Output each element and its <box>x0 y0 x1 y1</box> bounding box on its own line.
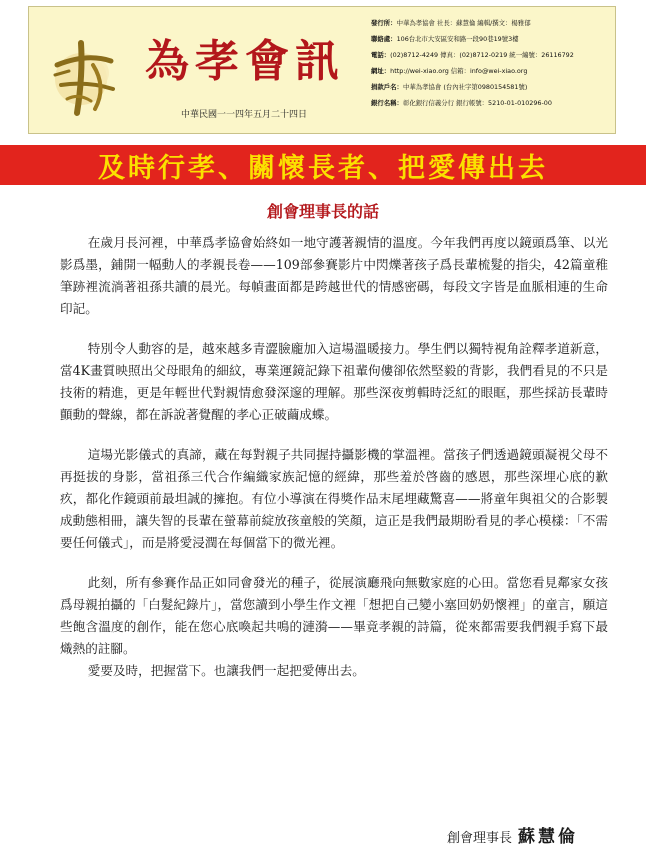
article-paragraph: 此刻，所有參賽作品正如同會發光的種子，從展演廳飛向無數家庭的心田。當您看見鄰家女孩爲母親拍攝的「白髮紀錄片」，當您讀到小學生作文裡「想把自己變小塞回奶奶懷裡」的童言，願這些飽含溫度的創作，能在您心底喚起共鳴的漣漪——畢竟孝親的詩篇，從來都需要我們親手寫下最熾熱的註腳。 <box>60 575 608 656</box>
article-body <box>60 232 608 682</box>
closing-line: 愛要及時，把握當下。也讓我們一起把愛傳出去。 <box>87 663 365 678</box>
newsletter-title: 為孝會訊 <box>145 36 345 87</box>
slogan-text: 及時行孝、關懷長者、把愛傳出去 <box>98 152 548 184</box>
slogan-banner <box>0 145 646 185</box>
article-paragraph: 在歲月長河裡，中華爲孝協會始終如一地守護著親情的溫度。今年我們再度以鏡頭爲筆、以光影爲墨，鋪開一幅動人的孝親長卷——109部參賽影片中閃爍著孩子爲長輩梳髮的指尖，42篇童稚筆跡裡流淌著祖孫共讀的晨光。每幀畫面都是跨越世代的情感密碼，每段文字皆是血脈相連的生命印記。 <box>60 235 608 316</box>
publisher-line: 捐款戶名：中華為孝協會 (台內社字第0980154581號) <box>371 83 528 91</box>
publisher-line: 網址：http://wei-xiao.org 信箱：info@wei-xiao.org <box>371 67 528 75</box>
publisher-line: 電話：(02)8712-4249 傳真：(02)8712-0219 統一編號：26116792 <box>371 51 574 59</box>
article-paragraph: 特別令人動容的是，越來越多青澀臉龐加入這場溫暖接力。學生們以獨特視角詮釋孝道新意，當4K畫質映照出父母眼角的細紋，專業運鏡記錄下祖輩佝僂卻依然堅毅的背影，我們看見的不只是技術的精進，更是年輕世代對親情愈發深邃的理解。那些深夜剪輯時泛紅的眼眶，那些採訪長輩時顫動的聲線，都在訴說著覺醒的孝心正破繭成蝶。 <box>60 341 608 422</box>
article-title: 創會理事長的話 <box>266 202 379 221</box>
publisher-line: 銀行名稱：彰化銀行信義分行 銀行帳號：5210-01-010296-00 <box>371 99 552 107</box>
signature-role: 創會理事長 <box>446 831 512 846</box>
article-paragraph: 這場光影儀式的真諦，藏在每對親子共同握持攝影機的掌溫裡。當孩子們透過鏡頭凝視父母不再挺拔的身影，當祖孫三代合作編織家族記憶的經緯，那些羞於啓齒的感恩，那些深埋心底的歉疚，都化作鏡頭前最坦誠的擁抱。有位小導演在得獎作品末尾埋藏驚喜——將童年與祖父的合影製成動態相冊，讓失智的長輩在螢幕前綻放孩童般的笑顏，這正是我們最期盼看見的孝心模樣：「不需要任何儀式」，而是將愛浸潤在每個當下的微光裡。 <box>60 447 608 550</box>
publisher-line: 發行所：中華為孝協會 社長：蘇慧倫 編輯/撰文：楊雅郁 <box>371 19 531 27</box>
signature <box>447 822 578 847</box>
issue-date: 中華民國一一四年五月二十四日 <box>181 110 308 120</box>
masthead <box>28 6 616 134</box>
publisher-info <box>371 15 613 111</box>
publisher-line: 聯絡處：106台北市大安區安和路一段90巷19號3樓 <box>371 35 519 43</box>
signature-name: 蘇慧倫 <box>518 827 578 847</box>
